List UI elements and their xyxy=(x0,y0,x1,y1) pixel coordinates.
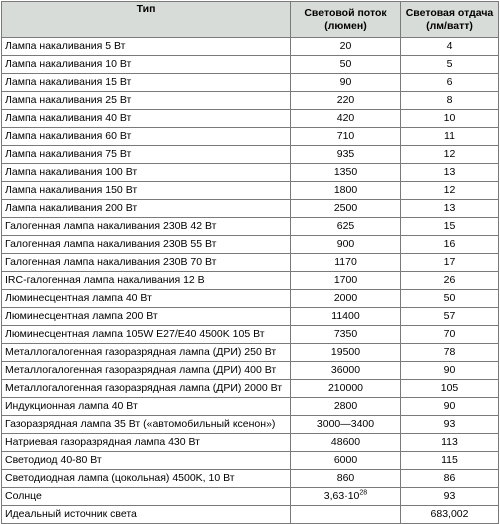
cell-luminous-flux: 1800 xyxy=(291,182,401,200)
table-row xyxy=(2,218,499,236)
cell-luminous-efficacy: 93 xyxy=(401,416,499,434)
cell-type: Лампа накаливания 10 Вт xyxy=(2,56,291,74)
cell-luminous-flux: 710 xyxy=(291,128,401,146)
cell-luminous-flux: 48600 xyxy=(291,434,401,452)
cell-luminous-efficacy: 12 xyxy=(401,182,499,200)
table-row xyxy=(2,110,499,128)
cell-luminous-flux: 20 xyxy=(291,38,401,56)
table-row xyxy=(2,38,499,56)
table-row xyxy=(2,488,499,506)
cell-luminous-flux: 7350 xyxy=(291,326,401,344)
cell-luminous-efficacy: 86 xyxy=(401,470,499,488)
table-row xyxy=(2,470,499,488)
cell-luminous-flux: 625 xyxy=(291,218,401,236)
cell-type: Лампа накаливания 60 Вт xyxy=(2,128,291,146)
cell-luminous-flux: 1350 xyxy=(291,164,401,182)
cell-luminous-flux xyxy=(291,488,401,506)
table-row xyxy=(2,308,499,326)
header-luminous-flux-line2: (люмен) xyxy=(324,19,367,32)
cell-type: Светодиодная лампа (цокольная) 4500K, 10 Вт xyxy=(2,470,291,488)
header-luminous-efficacy-line1: Световая отдача xyxy=(405,6,494,19)
cell-type: Металлогалогенная газоразрядная лампа (ДРИ) 250 Вт xyxy=(2,344,291,362)
cell-type: Лампа накаливания 100 Вт xyxy=(2,164,291,182)
cell-type: Галогенная лампа накаливания 230В 55 Вт xyxy=(2,236,291,254)
cell-type: Лампа накаливания 15 Вт xyxy=(2,74,291,92)
cell-type: Лампа накаливания 25 Вт xyxy=(2,92,291,110)
cell-luminous-flux: 90 xyxy=(291,74,401,92)
cell-type: Натриевая газоразрядная лампа 430 Вт xyxy=(2,434,291,452)
table-row xyxy=(2,200,499,218)
cell-luminous-efficacy: 683,002 xyxy=(401,506,499,524)
cell-type: Лампа накаливания 150 Вт xyxy=(2,182,291,200)
cell-luminous-efficacy: 16 xyxy=(401,236,499,254)
cell-luminous-efficacy: 13 xyxy=(401,164,499,182)
cell-luminous-efficacy: 4 xyxy=(401,38,499,56)
cell-type: Солнце xyxy=(2,488,291,506)
cell-luminous-flux: 6000 xyxy=(291,452,401,470)
cell-luminous-flux: 2000 xyxy=(291,290,401,308)
table-row xyxy=(2,236,499,254)
cell-type: Люминесцентная лампа 200 Вт xyxy=(2,308,291,326)
cell-luminous-flux: 420 xyxy=(291,110,401,128)
cell-luminous-flux: 50 xyxy=(291,56,401,74)
cell-luminous-flux-exponent: 28 xyxy=(359,489,368,497)
cell-type: Идеальный источник света xyxy=(2,506,291,524)
cell-type: Лампа накаливания 40 Вт xyxy=(2,110,291,128)
cell-luminous-efficacy: 50 xyxy=(401,290,499,308)
table-row xyxy=(2,182,499,200)
table-row xyxy=(2,434,499,452)
cell-luminous-efficacy: 12 xyxy=(401,146,499,164)
lamp-efficacy-table xyxy=(1,1,499,524)
table-row xyxy=(2,416,499,434)
header-type: Тип xyxy=(2,2,291,38)
table-row xyxy=(2,272,499,290)
cell-luminous-flux: 1170 xyxy=(291,254,401,272)
cell-luminous-flux: 2800 xyxy=(291,398,401,416)
cell-luminous-flux: 220 xyxy=(291,92,401,110)
table-row xyxy=(2,452,499,470)
cell-type: Люминесцентная лампа 40 Вт xyxy=(2,290,291,308)
cell-type: Газоразрядная лампа 35 Вт («автомобильный ксенон») xyxy=(2,416,291,434)
table-row xyxy=(2,344,499,362)
cell-luminous-flux: 1700 xyxy=(291,272,401,290)
header-luminous-efficacy-line2: (лм/ватт) xyxy=(426,19,473,32)
cell-luminous-flux-base: 3,63·10 xyxy=(323,490,360,502)
cell-luminous-flux: 860 xyxy=(291,470,401,488)
table-row xyxy=(2,56,499,74)
header-row xyxy=(2,2,499,38)
cell-luminous-flux xyxy=(291,506,401,524)
cell-luminous-efficacy: 11 xyxy=(401,128,499,146)
cell-luminous-flux: 935 xyxy=(291,146,401,164)
cell-luminous-efficacy: 90 xyxy=(401,398,499,416)
cell-type: Индукционная лампа 40 Вт xyxy=(2,398,291,416)
table-row xyxy=(2,92,499,110)
cell-luminous-flux: 19500 xyxy=(291,344,401,362)
table-row xyxy=(2,128,499,146)
cell-luminous-efficacy: 93 xyxy=(401,488,499,506)
table-row xyxy=(2,506,499,524)
cell-luminous-efficacy: 26 xyxy=(401,272,499,290)
header-luminous-flux-line1: Световой поток xyxy=(304,6,387,19)
table-row xyxy=(2,380,499,398)
table-row xyxy=(2,326,499,344)
cell-luminous-efficacy: 105 xyxy=(401,380,499,398)
table-row xyxy=(2,398,499,416)
table-row xyxy=(2,362,499,380)
cell-type: Лампа накаливания 200 Вт xyxy=(2,200,291,218)
cell-luminous-efficacy: 113 xyxy=(401,434,499,452)
table-row xyxy=(2,74,499,92)
cell-luminous-efficacy: 6 xyxy=(401,74,499,92)
cell-luminous-efficacy: 8 xyxy=(401,92,499,110)
cell-type: Галогенная лампа накаливания 230В 42 Вт xyxy=(2,218,291,236)
table-row xyxy=(2,290,499,308)
table-row xyxy=(2,146,499,164)
cell-luminous-efficacy: 15 xyxy=(401,218,499,236)
cell-luminous-flux: 3000—3400 xyxy=(291,416,401,434)
cell-luminous-efficacy: 70 xyxy=(401,326,499,344)
header-luminous-flux xyxy=(291,2,401,38)
cell-luminous-efficacy: 5 xyxy=(401,56,499,74)
cell-type: Галогенная лампа накаливания 230В 70 Вт xyxy=(2,254,291,272)
cell-luminous-flux: 900 xyxy=(291,236,401,254)
cell-luminous-efficacy: 78 xyxy=(401,344,499,362)
table-body xyxy=(2,38,499,524)
cell-luminous-efficacy: 90 xyxy=(401,362,499,380)
cell-luminous-flux: 210000 xyxy=(291,380,401,398)
table-row xyxy=(2,164,499,182)
table-row xyxy=(2,254,499,272)
cell-type: Лампа накаливания 5 Вт xyxy=(2,38,291,56)
cell-luminous-efficacy: 10 xyxy=(401,110,499,128)
cell-luminous-efficacy: 57 xyxy=(401,308,499,326)
table-header xyxy=(2,2,499,38)
cell-type: IRC-галогенная лампа накаливания 12 В xyxy=(2,272,291,290)
cell-luminous-efficacy: 13 xyxy=(401,200,499,218)
cell-luminous-flux: 2500 xyxy=(291,200,401,218)
cell-type: Светодиод 40-80 Вт xyxy=(2,452,291,470)
cell-type: Металлогалогенная газоразрядная лампа (ДРИ) 400 Вт xyxy=(2,362,291,380)
cell-type: Люминесцентная лампа 105W E27/E40 4500K 105 Вт xyxy=(2,326,291,344)
cell-luminous-efficacy: 115 xyxy=(401,452,499,470)
cell-luminous-flux: 36000 xyxy=(291,362,401,380)
cell-luminous-efficacy: 17 xyxy=(401,254,499,272)
header-luminous-efficacy xyxy=(401,2,499,38)
cell-luminous-flux: 11400 xyxy=(291,308,401,326)
cell-type: Металлогалогенная газоразрядная лампа (ДРИ) 2000 Вт xyxy=(2,380,291,398)
cell-type: Лампа накаливания 75 Вт xyxy=(2,146,291,164)
